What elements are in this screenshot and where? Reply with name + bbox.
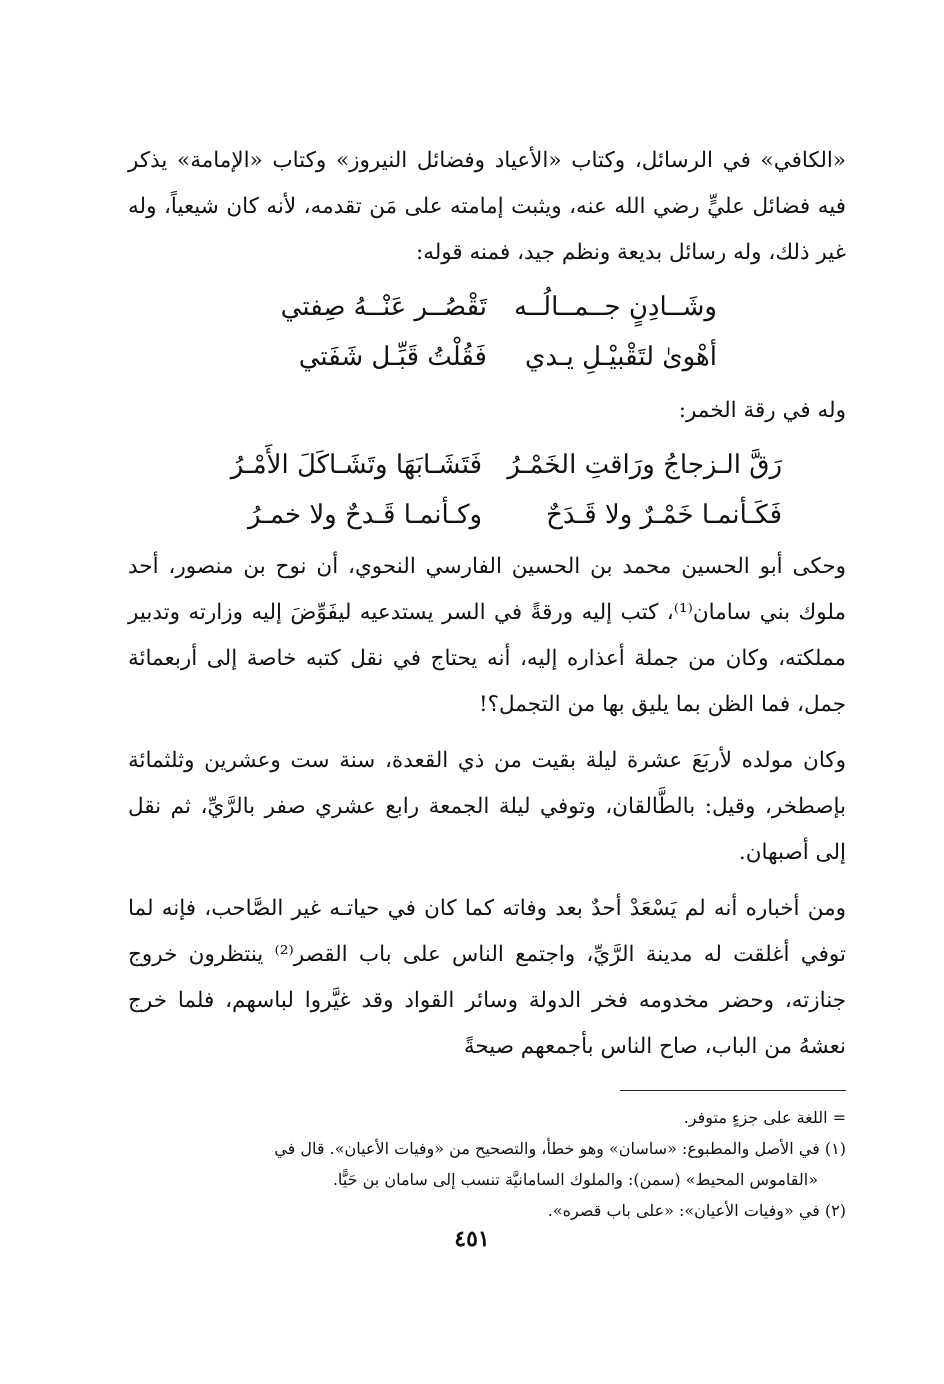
footnote-1: (١) في الأصل والمطبوع: «ساسان» وهو خطأ، والتصحيح من «وفيات الأعيان». قال في [274,1139,846,1158]
verse-1-line-2-second-hemistich: فَقُلْتُ قَبِّـل شَفَتي [298,342,487,372]
page-number: ٤٥١ [454,1226,490,1252]
verse-1-line-2-first-hemistich: أهْوىٰ لتَقْبيْـلِ يـدي [524,342,717,372]
verse-1-line-1 [128,282,846,332]
verse-1-line-1-first-hemistich: وشَــادِنٍ جــمــالُــه [513,292,717,322]
footnote-2: (٢) في «وفيات الأعيان»: «على باب قصره». [547,1201,846,1220]
paragraph-1: «الكافي» في الرسائل، وكتاب «الأعياد وفضائل النيروز» وكتاب «الإمامة» يذكر فيه فضائل عليٍّ رضي الله عنه، ويثبت إمامته على مَن تقدمه، لأنه كان شيعياً، وله غير ذلك، وله رسائل بديعة ونظم جيد، فمنه قوله: [128,148,846,265]
footnote-1-continued: «القاموس المحيط» (سمن): والملوك السامانيَّة تنسب إلى سامان بن حَيًّا. [332,1170,818,1189]
footnotes [128,1102,846,1226]
verse-2-line-1 [128,440,846,490]
verse-2-line-1-first-hemistich: رَقَّ الـزجاجُ ورَاقتِ الخَمْـرُ [507,450,782,480]
verse-1-line-2 [128,332,846,382]
paragraph-3: وكان مولده لأربَعَ عشرة ليلة بقيت من ذي القعدة، سنة ست وعشرين وثلثمائة بإصطخر، وقيل: بالطَّالقان، وتوفي ليلة الجمعة رابع عشري صفر بالرَّيِّ، ثم نقل إلى أصبهان. [128,748,846,865]
footnote-separator [620,1090,846,1091]
footnote-continuation: = اللغة على جزءٍ متوفر. [683,1108,846,1127]
verse-2-line-2-second-hemistich: وكـأنمـا قَـدحٌ ولا خمـرُ [248,500,482,530]
verse-2-line-2-first-hemistich: فَكَـأنمـا خَمْـرٌ ولا قَـدَحٌ [546,500,782,530]
verse-2-line-2 [128,490,846,540]
verse-1 [128,282,846,382]
verse-1-line-1-second-hemistich: تَقْصُــر عَنْــهُ صِفتي [280,292,487,322]
verse-2-line-1-second-hemistich: فَتَشَـابَهَا وتَشَـاكَلَ الأَمْـرُ [230,450,482,480]
paragraph-4: ومن أخباره أنه لم يَسْعَدْ أحدٌ بعد وفاته كما كان في حياتـه غير الصَّاحب، فإنه لما توفي أغلقت له مدينة الرَّيِّ، واجتمع الناس على باب القصر⁽²⁾ ينتظرون خروج جنازته، وحضر مخدومه فخر الدولة وسائر القواد وقد غيَّروا لباسهم، فلما خرج نعشهُ من الباب، صاح الناس بأجمعهم صيحةً [128,896,846,1059]
verse-2-intro: وله في رقة الخمر: [678,398,846,423]
verse-2 [128,440,846,540]
paragraph-2: وحكى أبو الحسين محمد بن الحسين الفارسي النحوي، أن نوح بن منصور، أحد ملوك بني سامان⁽¹⁾، كتب إليه ورقةً في السر يستدعيه ليفَوِّضَ إليه وزارته وتدبير مملكته، وكان من جملة أعذاره إليه، أنه يحتاج في نقل كتبه خاصة إلى أربعمائة جمل، فما الظن بما يليق بها من التجمل؟! [128,554,846,717]
main-text [128,138,846,1070]
